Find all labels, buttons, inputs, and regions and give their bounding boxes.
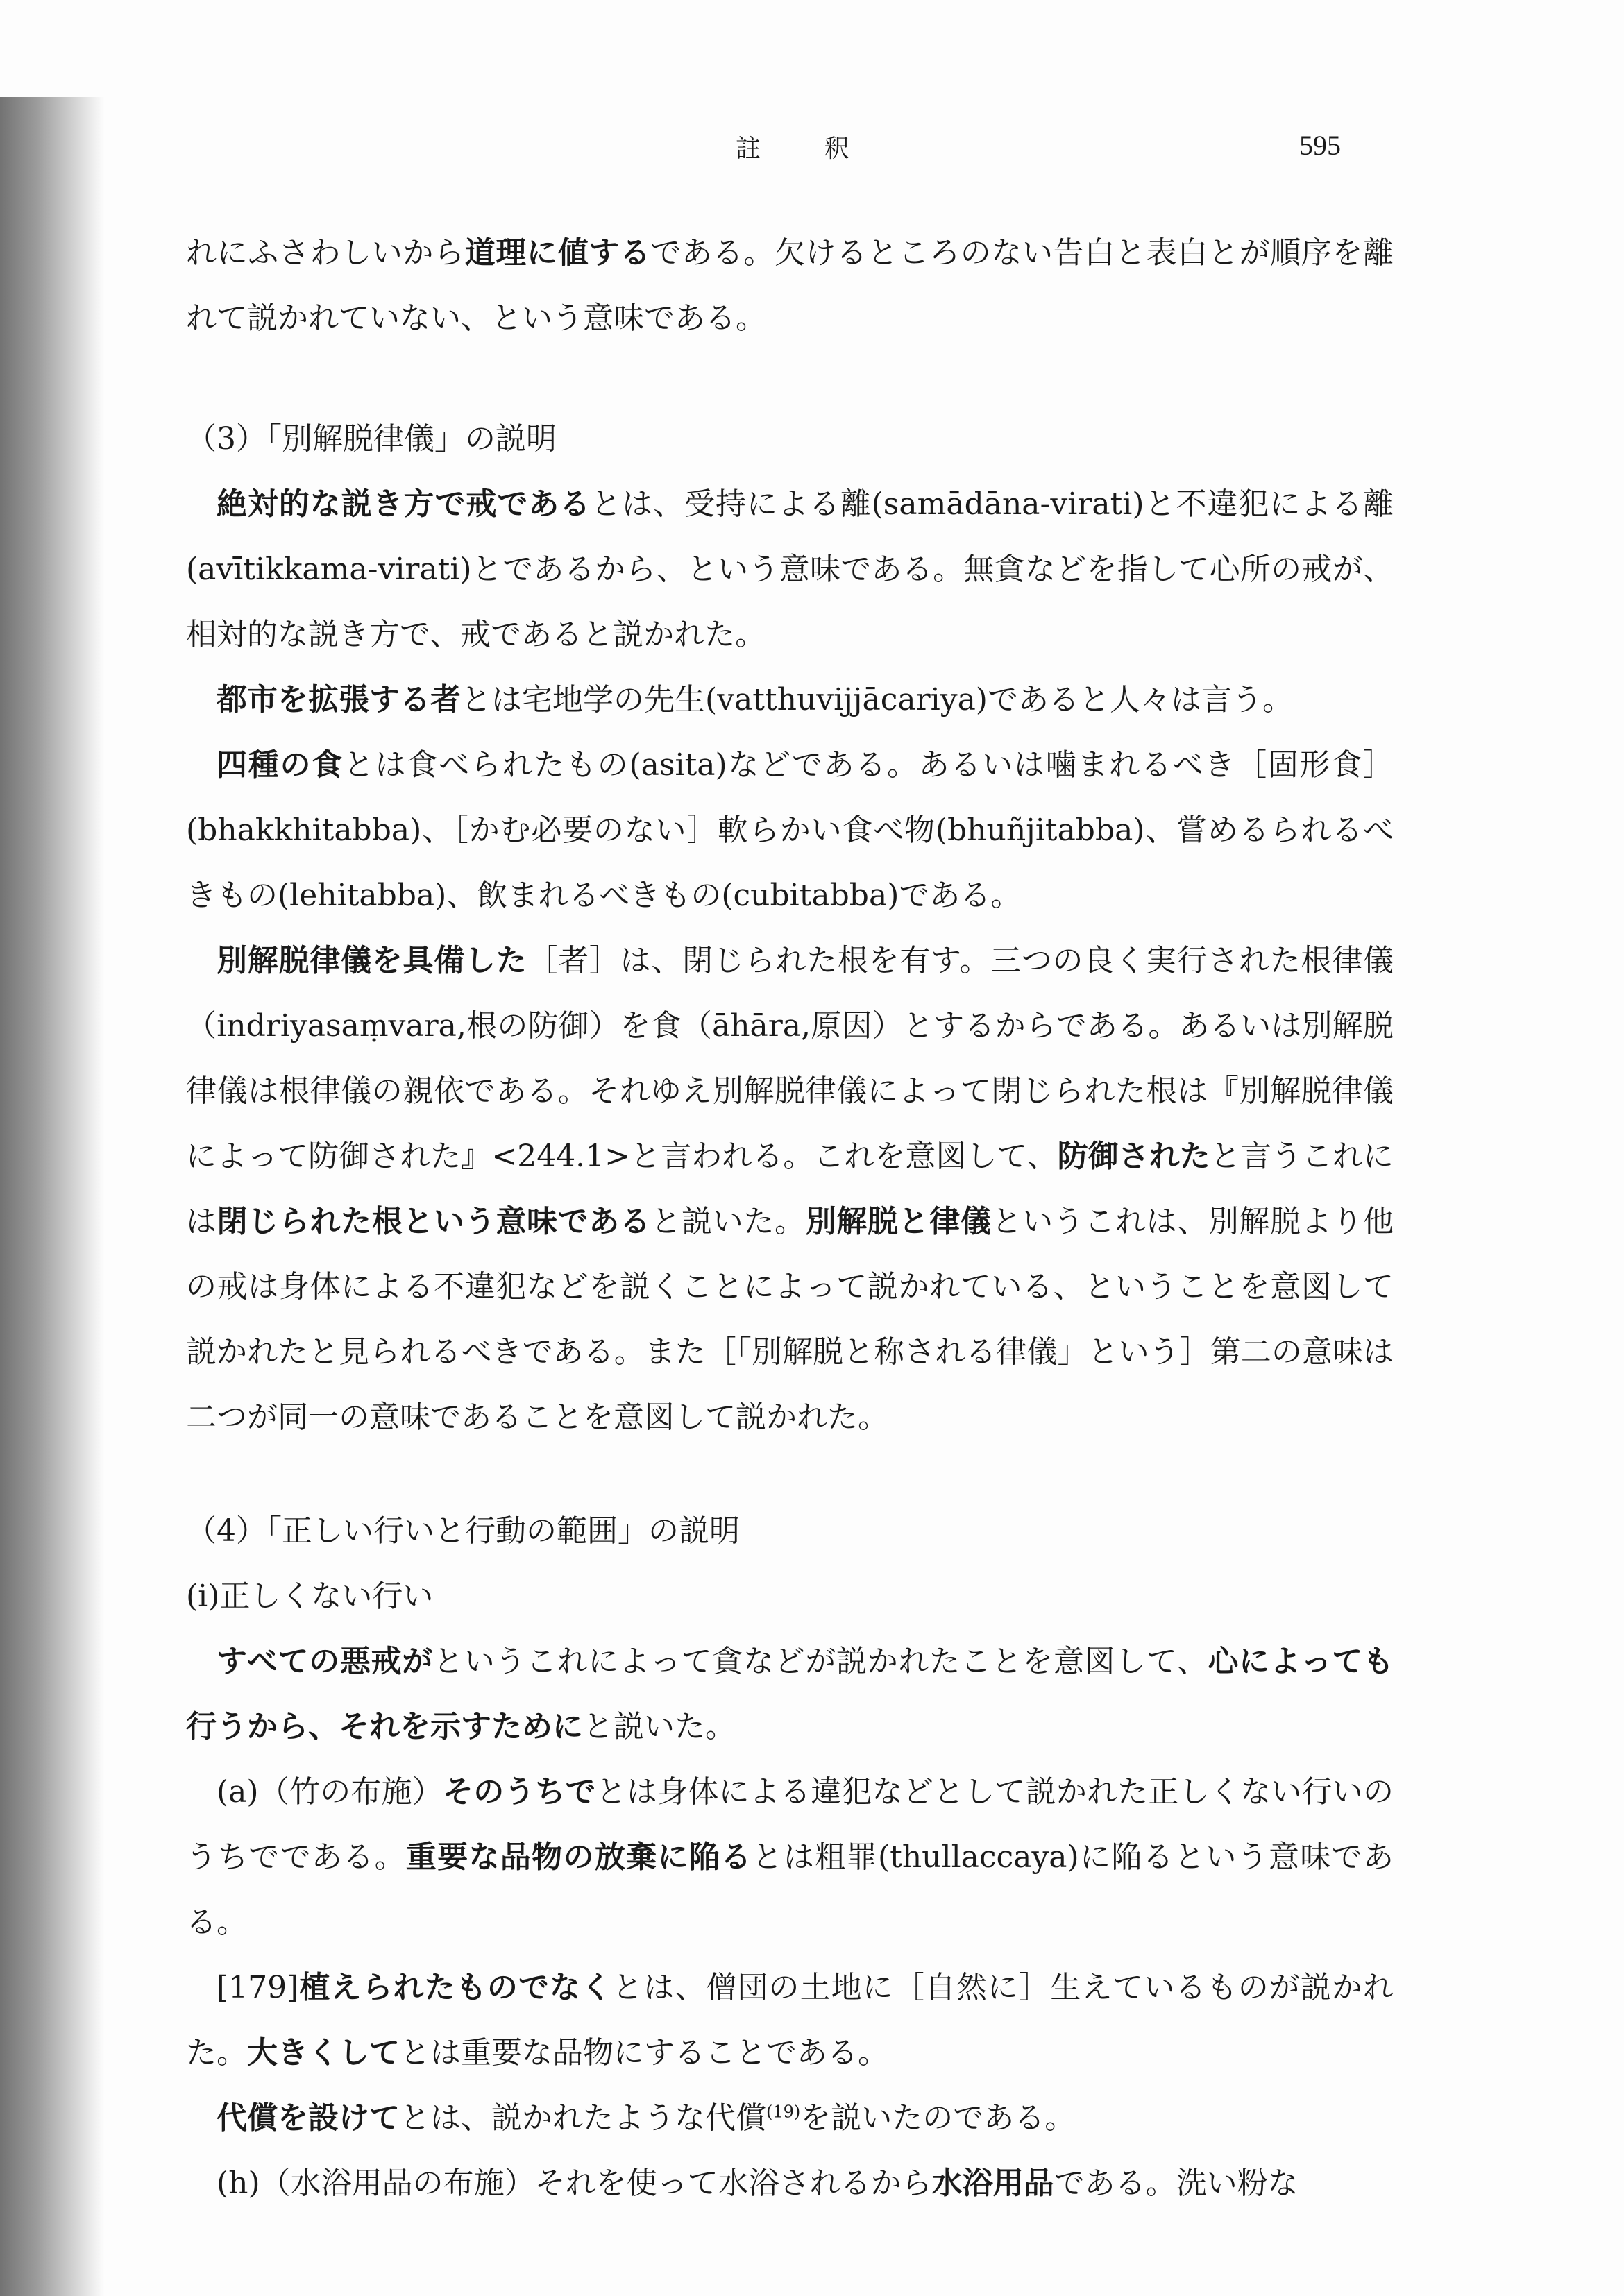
paragraph: 別解脱律儀を具備した［者］は、閉じられた根を有す。三つの良く実行された根律儀（indriyasaṃvara,根の防御）を食（āhāra,原因）とするからである。あるいは別解脱律儀は根律儀の親依である。それゆえ別解脱律儀によって閉じられた根は『別解脱律儀によって防御された』<244.1>と言われる。これを意図して、防御されたと言うこれには閉じられた根という意味であると説いた。別解脱と律儀というこれは、別解脱より他の戒は身体による不違犯などを説くことによって説かれている、ということを意図して説かれたと見られるべきである。また［「別解脱と称される律儀」という］第二の意味は二つが同一の意味であることを意図して説かれた。	[186, 943, 1394, 1435]
running-header: 註 釈	[736, 135, 877, 163]
paragraph: れにふさわしいから道理に値するである。欠けるところのない告白と表白とが順序を離れて説かれていない、という意味である。	[186, 235, 1394, 336]
section-heading-3: （3）「別解脱律儀」の説明	[186, 421, 557, 457]
paragraph: [179]植えられたものでなくとは、僧団の土地に［自然に］生えているものが説かれた。大きくしてとは重要な品物にすることである。	[186, 1970, 1394, 2070]
paragraph: 代償を設けてとは、説かれたような代償$^{(19)}$を説いたのである。	[217, 2100, 1076, 2136]
footnote-ref: (19)	[766, 2102, 801, 2122]
paragraph: 四種の食とは食べられたもの(asita)などである。あるいは噛まれるべき［固形食］(bhakkhitabba)、［かむ必要のない］軟らかい食べ物(bhuñjitabba)、嘗めるられるべきもの(lehitabba)、飲まれるべきもの(cubitabba)である。	[186, 747, 1394, 913]
paragraph: すべての悪戒がというこれによって貪などが説かれたことを意図して、心によっても行うから、それを示すためにと説いた。	[186, 1644, 1394, 1744]
section-heading-4: （4）「正しい行いと行動の範囲」の説明	[186, 1513, 740, 1549]
paragraph: (a)（竹の布施）そのうちでとは身体による違犯などとして説かれた正しくない行いのうちでである。重要な品物の放棄に陥るとは粗罪(thullaccaya)に陥るという意味である。	[186, 1774, 1394, 1940]
page-number: 595	[1299, 130, 1341, 161]
paragraph: (h)（水浴用品の布施）それを使って水浴されるから水浴用品である。洗い粉な	[217, 2166, 1299, 2201]
paragraph: 都市を拡張する者とは宅地学の先生(vatthuvijjācariya)であると人々は言う。	[217, 682, 1293, 717]
scan-shadow	[0, 97, 104, 2296]
paragraph: 絶対的な説き方で戒であるとは、受持による離(samādāna-virati)と不違犯による離(avītikkama-virati)とであるから、という意味である。無貪などを指して心所の戒が、相対的な説き方で、戒であると説かれた。	[186, 486, 1394, 652]
subsection-heading: (i)正しくない行い	[186, 1579, 434, 1614]
page-body	[186, 221, 1394, 2216]
